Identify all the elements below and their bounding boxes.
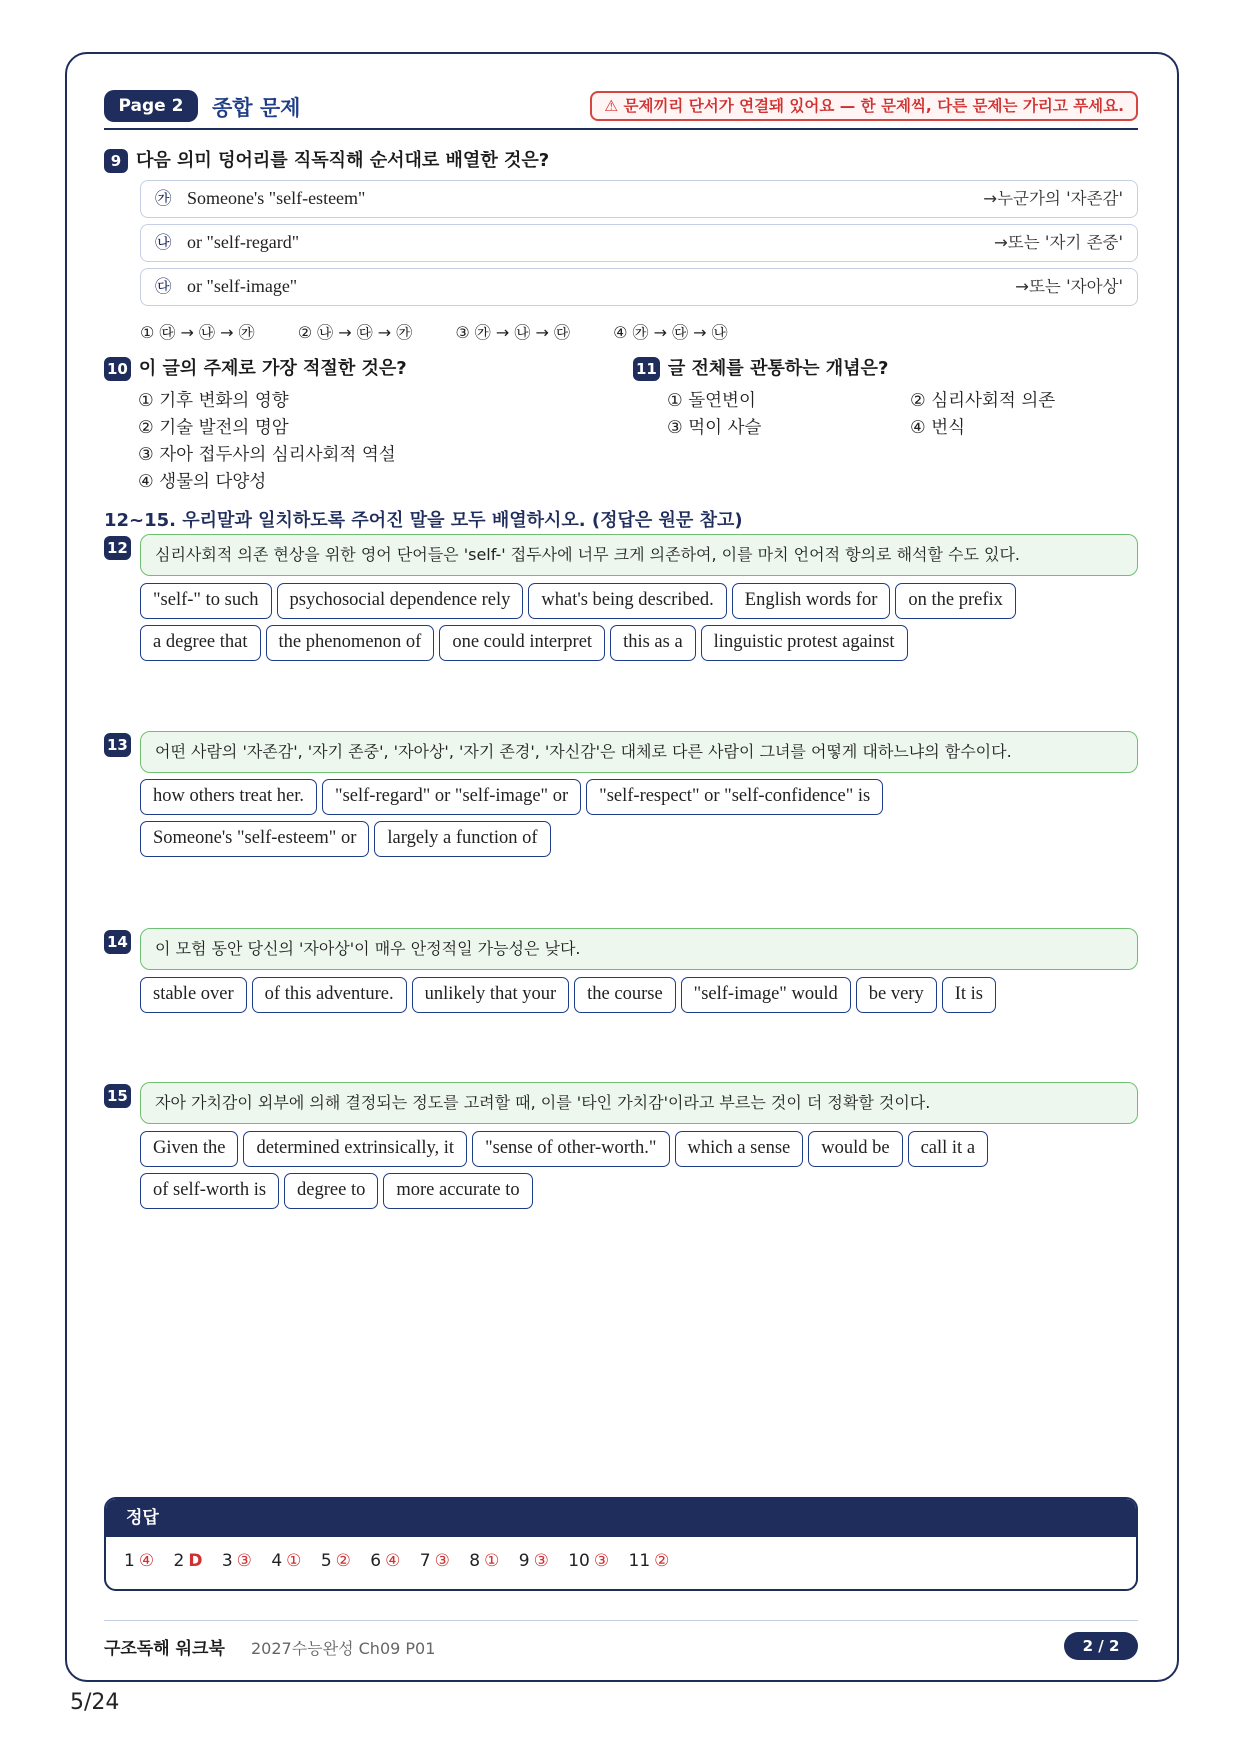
word-chip[interactable]: unlikely that your — [412, 977, 570, 1013]
footer-page-number: 2 / 2 — [1064, 1632, 1138, 1660]
chunk-row — [140, 268, 1138, 306]
question-10-heading — [104, 354, 407, 381]
option-1[interactable]: ① 기후 변화의 영향 — [138, 391, 289, 411]
answer-value: ③ — [533, 1551, 549, 1571]
answer-number: 6 — [370, 1551, 382, 1571]
question-11-heading — [633, 354, 888, 381]
answer-number: 11 — [628, 1551, 651, 1571]
word-chip[interactable]: largely a function of — [374, 821, 550, 857]
word-chip[interactable]: "self-respect" or "self-confidence" is — [586, 779, 883, 815]
answer-value: ③ — [236, 1551, 252, 1571]
word-chip[interactable]: Given the — [140, 1131, 238, 1167]
answer-item — [519, 1551, 549, 1571]
option-4[interactable]: ④ 번식 — [910, 418, 966, 438]
option-2[interactable]: ② 기술 발전의 명암 — [138, 418, 289, 438]
question-9-heading — [104, 146, 549, 173]
word-chip[interactable]: stable over — [140, 977, 247, 1013]
word-chip[interactable]: be very — [856, 977, 937, 1013]
word-chip[interactable]: the phenomenon of — [266, 625, 435, 661]
chunk-mark: ㉰ — [155, 277, 172, 296]
answer-value: ③ — [593, 1551, 610, 1571]
word-chip[interactable]: one could interpret — [439, 625, 605, 661]
word-chip[interactable]: English words for — [732, 583, 891, 619]
word-chips — [140, 779, 1140, 863]
answer-item — [124, 1551, 154, 1571]
word-chip[interactable]: "self-regard" or "self-image" or — [322, 779, 581, 815]
problem-15-badge: 15 — [104, 1084, 131, 1108]
chunk-english: or "self-image" — [187, 276, 298, 296]
word-chips — [140, 583, 1140, 667]
word-chip[interactable]: on the prefix — [895, 583, 1016, 619]
answer-number: 3 — [221, 1551, 233, 1571]
chunk-english: Someone's "self-esteem" — [187, 188, 366, 208]
answer-key-title: 정답 — [106, 1499, 1136, 1537]
option-1[interactable]: ① 돌연변이 — [667, 391, 756, 411]
answer-item — [173, 1551, 202, 1571]
answer-number: 5 — [320, 1551, 332, 1571]
option-3[interactable]: ③ 먹이 사슬 — [667, 418, 762, 438]
chunk-korean: →누군가의 '자존감' — [983, 189, 1123, 208]
chunk-korean: →또는 '자기 존중' — [993, 233, 1123, 252]
option-1[interactable]: ① ㉰ → ㉯ → ㉮ — [140, 323, 255, 342]
word-chip[interactable]: this as a — [610, 625, 696, 661]
option-4[interactable]: ④ ㉮ → ㉰ → ㉯ — [613, 323, 728, 342]
chunk-row — [140, 224, 1138, 262]
answer-item — [469, 1551, 499, 1571]
option-4[interactable]: ④ 생물의 다양성 — [138, 472, 267, 492]
word-chip[interactable]: a degree that — [140, 625, 261, 661]
viewer-page-counter: 5/24 — [70, 1690, 120, 1715]
korean-sentence-box: 심리사회적 의존 현상을 위한 영어 단어들은 'self-' 접두사에 너무 크게 의존하여, 이를 마치 언어적 항의로 해석할 수도 있다. — [140, 534, 1138, 576]
answer-value: ④ — [138, 1551, 155, 1571]
question-text: 다음 의미 덩어리를 직독직해 순서대로 배열한 것은? — [136, 150, 550, 171]
answer-number: 1 — [124, 1551, 135, 1571]
word-chip[interactable]: linguistic protest against — [701, 625, 908, 661]
word-chip[interactable]: Someone's "self-esteem" or — [140, 821, 369, 857]
chunk-row — [140, 180, 1138, 218]
answer-key-list — [106, 1537, 1136, 1571]
answer-item — [271, 1551, 301, 1571]
answer-key-box — [104, 1497, 1138, 1591]
word-chips — [140, 977, 1140, 1019]
question-number-badge: 11 — [633, 357, 660, 381]
answer-number: 10 — [568, 1551, 590, 1571]
page-title: 종합 문제 — [212, 96, 301, 120]
question-text: 글 전체를 관통하는 개념은? — [667, 358, 889, 379]
answer-item — [568, 1551, 609, 1571]
word-chip[interactable]: more accurate to — [383, 1173, 532, 1209]
word-chip[interactable]: determined extrinsically, it — [243, 1131, 467, 1167]
answer-number: 7 — [419, 1551, 431, 1571]
korean-sentence-box: 이 모험 동안 당신의 '자아상'이 매우 안정적일 가능성은 낮다. — [140, 928, 1138, 970]
option-3[interactable]: ③ 자아 접두사의 심리사회적 역설 — [138, 445, 396, 465]
footer-source: 2027수능완성 Ch09 P01 — [251, 1639, 436, 1658]
word-chip[interactable]: "sense of other-worth." — [472, 1131, 669, 1167]
warning-banner: ⚠ 문제끼리 단서가 연결돼 있어요 — 한 문제씩, 다른 문제는 가리고 푸세요. — [590, 91, 1138, 121]
chunk-korean: →또는 '자아상' — [1015, 277, 1123, 296]
word-chips — [140, 1131, 1140, 1215]
problem-14-badge: 14 — [104, 930, 131, 954]
answer-value: ④ — [385, 1551, 401, 1571]
word-chip[interactable]: degree to — [284, 1173, 378, 1209]
answer-value: D — [188, 1551, 203, 1571]
option-3[interactable]: ③ ㉮ → ㉯ → ㉰ — [455, 323, 570, 342]
word-chip[interactable]: "self-" to such — [140, 583, 272, 619]
answer-number: 8 — [469, 1551, 481, 1571]
answer-item — [321, 1551, 351, 1571]
answer-item — [629, 1551, 670, 1571]
option-2[interactable]: ② ㉯ → ㉰ → ㉮ — [297, 323, 413, 342]
word-chip[interactable]: what's being described. — [528, 583, 726, 619]
answer-value: ① — [286, 1551, 302, 1571]
word-chip[interactable]: of this adventure. — [252, 977, 407, 1013]
question-number-badge: 10 — [104, 357, 131, 381]
question-9-options — [140, 320, 766, 343]
problem-12-badge: 12 — [104, 536, 131, 560]
answer-number: 9 — [518, 1551, 530, 1571]
word-chip[interactable]: psychosocial dependence rely — [277, 583, 524, 619]
footer-divider — [104, 1620, 1138, 1621]
word-chip[interactable]: It is — [942, 977, 996, 1013]
page-header — [104, 90, 1138, 130]
chunk-mark: ㉮ — [155, 189, 172, 208]
answer-value: ① — [484, 1551, 500, 1571]
answer-number: 4 — [271, 1551, 283, 1571]
korean-sentence-box: 어떤 사람의 '자존감', '자기 존중', '자아상', '자기 존경', '자신감'은 대체로 다른 사람이 그녀를 어떻게 대하느냐의 함수이다. — [140, 731, 1138, 773]
section-title: 12~15. 우리말과 일치하도록 주어진 말을 모두 배열하시오. (정답은 원문 참고) — [104, 510, 743, 531]
answer-value: ② — [654, 1551, 670, 1571]
word-chip[interactable]: which a sense — [675, 1131, 804, 1167]
word-chip[interactable]: of self-worth is — [140, 1173, 279, 1209]
word-chip[interactable]: how others treat her. — [140, 779, 317, 815]
question-number-badge: 9 — [104, 149, 128, 173]
korean-sentence-box: 자아 가치감이 외부에 의해 결정되는 정도를 고려할 때, 이를 '타인 가치감'이라고 부르는 것이 더 정확할 것이다. — [140, 1082, 1138, 1124]
footer-brand: 구조독해 워크북 — [104, 1639, 225, 1659]
answer-item — [370, 1551, 400, 1571]
word-chip[interactable]: "self-image" would — [681, 977, 851, 1013]
answer-item — [420, 1551, 450, 1571]
answer-number: 2 — [173, 1551, 185, 1571]
question-text: 이 글의 주제로 가장 적절한 것은? — [138, 358, 407, 379]
answer-value: ② — [335, 1551, 351, 1571]
word-chip[interactable]: the course — [574, 977, 676, 1013]
word-chip[interactable]: would be — [808, 1131, 902, 1167]
answer-item — [222, 1551, 252, 1571]
problem-13-badge: 13 — [104, 733, 131, 757]
word-chip[interactable]: call it a — [908, 1131, 988, 1167]
option-2[interactable]: ② 심리사회적 의존 — [910, 391, 1056, 411]
page-label: Page 2 — [104, 90, 198, 122]
chunk-english: or "self-regard" — [187, 232, 300, 252]
chunk-mark: ㉯ — [155, 233, 172, 252]
answer-value: ③ — [434, 1551, 450, 1571]
